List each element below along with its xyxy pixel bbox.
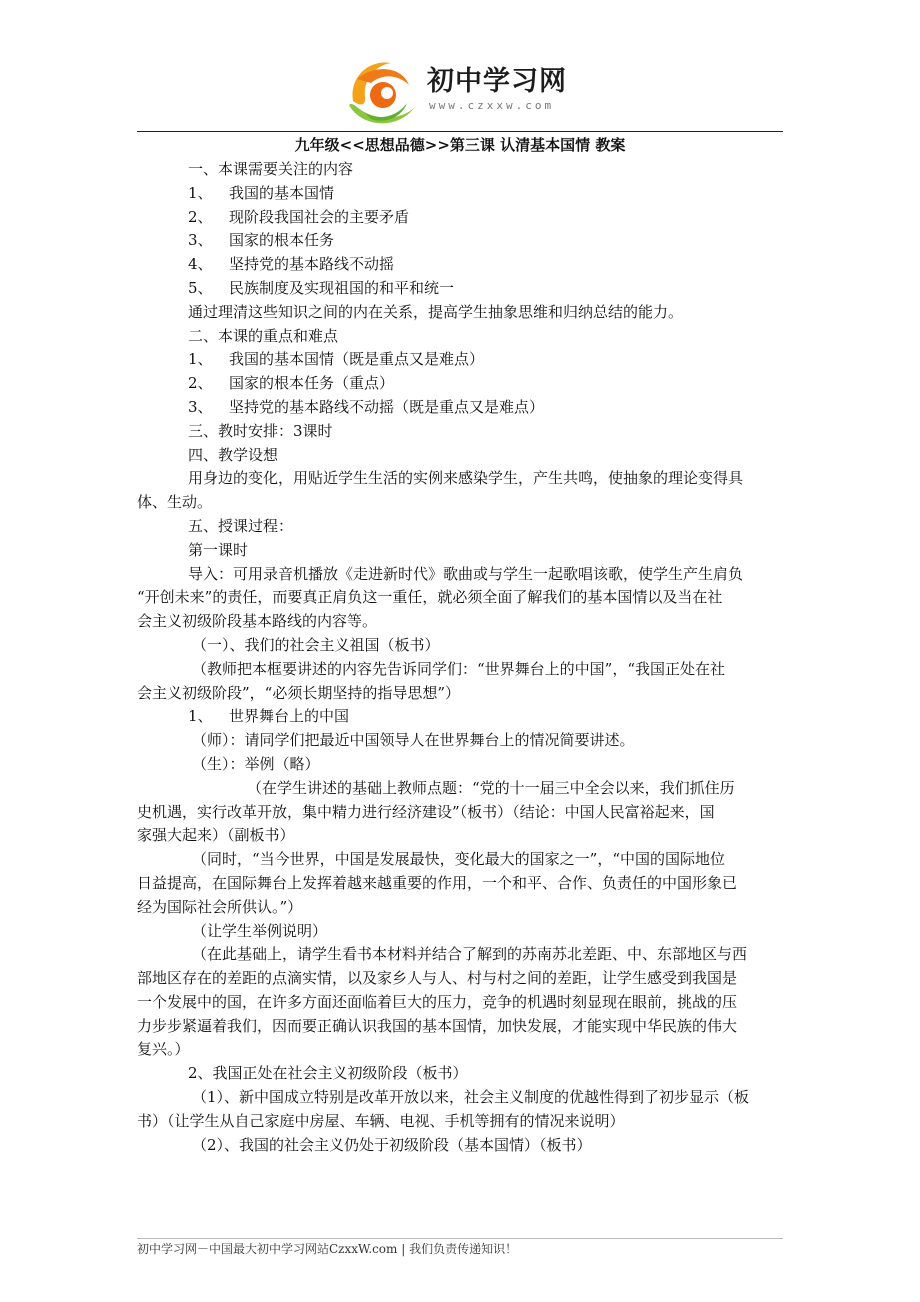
line-text: （在学生讲述的基础上教师点题：“党的十一届三中全会以来，我们抓住历 <box>247 778 735 797</box>
list-number: 1、 <box>188 707 213 726</box>
line-text: （2）、我国的社会主义仍处于初级阶段（基本国情）（板书） <box>192 1135 592 1154</box>
text-line <box>137 372 785 396</box>
list-number: 3、 <box>188 397 213 416</box>
line-text: （教师把本框要讲述的内容先告诉同学们：“世界舞台上的中国”，“我国正处在社 <box>192 659 726 678</box>
line-text: 史机遇，实行改革开放，集中精力进行经济建设”（板书）（结论：中国人民富裕起来，国 <box>137 802 715 821</box>
line-text: 部地区存在的差距的点滴实情，以及家乡人与人、村与村之间的差距，让学生感受到我国是 <box>137 969 738 988</box>
line-text: 第一课时 <box>188 540 249 559</box>
line-text: 坚持党的基本路线不动摇（既是重点又是难点） <box>229 397 545 416</box>
line-text: （生）：举例（略） <box>192 754 320 773</box>
list-number: 3、 <box>188 231 213 250</box>
text-line <box>137 563 785 587</box>
text-line <box>137 634 785 658</box>
text-line <box>137 753 785 777</box>
text-line <box>137 729 785 753</box>
text-line <box>137 658 785 682</box>
header-divider <box>137 131 783 132</box>
line-text: 用身边的变化，用贴近学生生活的实例来感染学生，产生共鸣，使抽象的理论变得具 <box>188 469 744 488</box>
text-line <box>137 943 785 967</box>
text-line <box>137 467 785 491</box>
line-text: （1）、新中国成立特别是改革开放以来，社会主义制度的优越性得到了初步显示（板 <box>192 1088 750 1107</box>
text-line <box>137 991 785 1015</box>
logo-text: 初中学习网 <box>427 66 567 97</box>
line-text: 会主义初级阶段”，“必须长期坚持的指导思想”） <box>137 683 461 702</box>
line-text: 我国的基本国情 <box>229 183 335 202</box>
list-number: 1、 <box>188 183 213 202</box>
line-text: （师）：请同学们把最近中国领导人在世界舞台上的情况简要讲述。 <box>192 731 635 750</box>
text-line <box>137 872 785 896</box>
line-text: 2、我国正处在社会主义初级阶段（板书） <box>188 1064 468 1083</box>
text-line <box>137 1062 785 1086</box>
line-text: 坚持党的基本路线不动摇 <box>229 255 395 274</box>
line-text: 五、授课过程： <box>188 516 294 535</box>
text-line <box>137 705 785 729</box>
text-line <box>137 920 785 944</box>
line-text: 国家的根本任务（重点） <box>229 374 395 393</box>
line-text: 一、本课需要关注的内容 <box>188 160 354 178</box>
text-line <box>137 967 785 991</box>
line-text: 民族制度及实现祖国的和平和统一 <box>229 278 455 297</box>
text-line <box>137 182 785 206</box>
line-text: 导入：可用录音机播放《走进新时代》歌曲或与学生一起歌唱该歌，使学生产生肩负 <box>188 564 744 583</box>
line-text: 现阶段我国社会的主要矛盾 <box>229 207 410 226</box>
line-text: 一个发展中的国，在许多方面还面临着巨大的压力，竞争的机遇时刻显现在眼前，挑战的压 <box>137 992 738 1011</box>
line-text: 力步步紧逼着我们，因而要正确认识我国的基本国情，加快发展，才能实现中华民族的伟大 <box>137 1016 738 1035</box>
text-line <box>137 848 785 872</box>
list-number: 4、 <box>188 255 213 274</box>
list-number: 2、 <box>188 207 213 226</box>
line-text: 我国的基本国情（既是重点又是难点） <box>229 350 485 369</box>
text-line <box>137 301 785 325</box>
site-logo[interactable] <box>343 55 583 131</box>
text-line <box>137 824 785 848</box>
line-text: 经为国际社会所供认。”） <box>137 897 303 916</box>
line-text: 日益提高，在国际舞台上发挥着越来越重要的作用，一个和平、合作、负责任的中国形象已 <box>137 873 738 892</box>
text-line <box>137 1038 785 1062</box>
text-line <box>137 682 785 706</box>
line-text: （在此基础上，请学生看书本材料并结合了解到的苏南苏北差距、中、东部地区与西 <box>192 945 748 964</box>
line-text: 二、本课的重点和难点 <box>188 326 339 345</box>
line-text: 四、教学设想 <box>188 445 279 464</box>
text-line <box>137 1110 785 1134</box>
text-line <box>137 348 785 372</box>
text-line <box>137 325 785 349</box>
text-line <box>137 396 785 420</box>
line-text: “开创未来”的责任，而要真正肩负这一重任，就必须全面了解我们的基本国情以及当在社 <box>137 588 723 607</box>
text-line <box>137 1015 785 1039</box>
line-text: 通过理清这些知识之间的内在关系，提高学生抽象思维和归纳总结的能力。 <box>188 302 684 321</box>
logo-swirl-icon <box>343 55 421 131</box>
footer-divider <box>137 1238 783 1239</box>
text-line <box>137 491 785 515</box>
logo-url: www.czxxw.com <box>429 99 555 112</box>
list-number: 5、 <box>188 278 213 297</box>
text-line <box>137 158 785 182</box>
line-text: （一）、我们的社会主义祖国（板书） <box>192 635 440 654</box>
line-text: 复兴。） <box>137 1040 190 1059</box>
line-text: 体、生动。 <box>137 493 213 512</box>
text-line <box>137 277 785 301</box>
text-line <box>137 1134 785 1158</box>
line-text: （同时，“当今世界，中国是发展最快，变化最大的国家之一”，“中国的国际地位 <box>192 850 726 869</box>
text-line <box>137 1086 785 1110</box>
document-title: 九年级<<思想品德>>第三课 认清基本国情 教案 <box>294 136 626 154</box>
text-line <box>137 229 785 253</box>
document-body <box>137 158 785 1157</box>
page-footer: 初中学习网－中国最大初中学习网站CzxxW.com | 我们负责传递知识！ <box>137 1242 518 1256</box>
line-text: 家强大起来）（副板书） <box>137 826 295 845</box>
line-text: 三、教时安排：3课时 <box>188 421 333 440</box>
text-line <box>137 206 785 230</box>
text-line <box>137 896 785 920</box>
line-text: 书）（让学生从自己家庭中房屋、车辆、电视、手机等拥有的情况来说明） <box>137 1111 625 1130</box>
line-text: （让学生举例说明） <box>192 921 328 940</box>
text-line <box>137 515 785 539</box>
text-line <box>137 610 785 634</box>
list-number: 1、 <box>188 350 213 369</box>
line-text: 国家的根本任务 <box>229 231 335 250</box>
line-text: 世界舞台上的中国 <box>229 707 350 726</box>
list-number: 2、 <box>188 374 213 393</box>
text-line <box>137 777 785 801</box>
text-line <box>137 586 785 610</box>
text-line <box>137 420 785 444</box>
text-line <box>137 539 785 563</box>
text-line <box>137 253 785 277</box>
text-line <box>137 801 785 825</box>
line-text: 会主义初级阶段基本路线的内容等。 <box>137 612 378 631</box>
text-line <box>137 444 785 468</box>
